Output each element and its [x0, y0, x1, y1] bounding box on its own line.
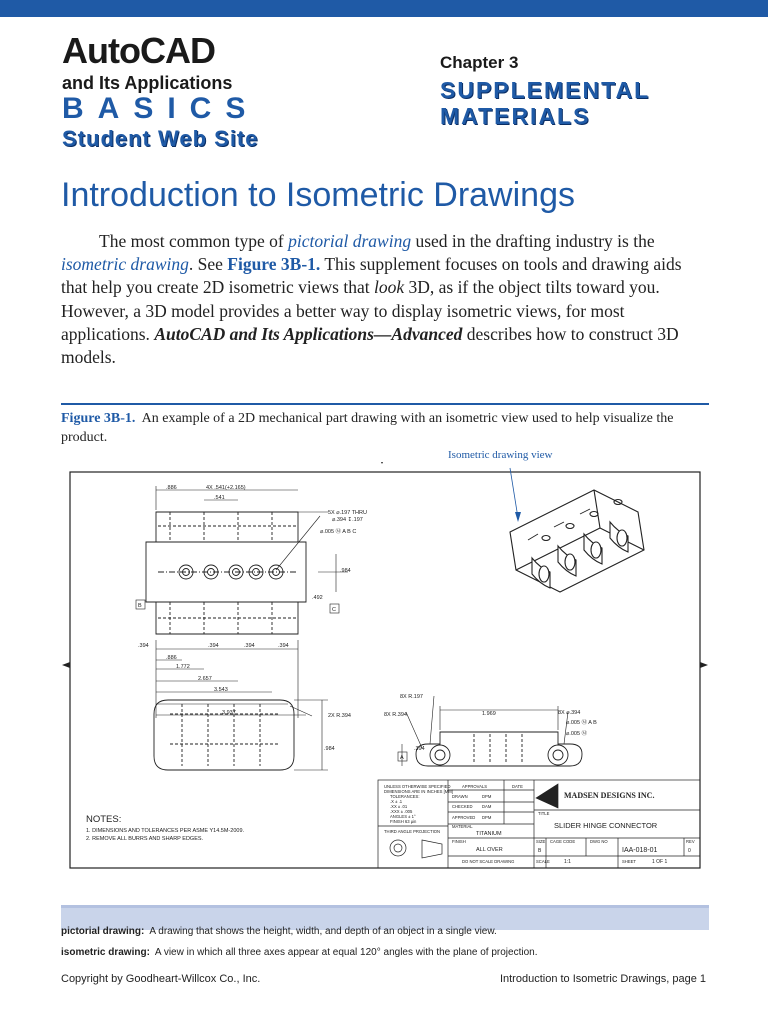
tb-text: DO NOT SCALE DRAWING: [462, 859, 515, 864]
tb-text: .XX ± .01: [390, 804, 408, 809]
footer-copyright: Copyright by Goodheart-Willcox Co., Inc.: [61, 973, 261, 985]
definition-term: isometric drawing:: [61, 947, 150, 958]
dim-label: .886: [166, 485, 177, 491]
tb-text: MATERIAL: [452, 824, 473, 829]
dim-label: 3.937: [222, 710, 236, 716]
dim-label: ⌀.005 Ⓜ: [566, 731, 588, 737]
dim-label: 4X .541(+2.165): [206, 485, 246, 491]
term-isometric-drawing: isometric drawing: [61, 254, 189, 275]
note-1: 1. DIMENSIONS AND TOLERANCES PER ASME Y14.5M-2009.: [86, 828, 245, 834]
dim-label: ⌀.005 Ⓜ A B: [566, 720, 597, 726]
intro-paragraph: [61, 230, 711, 369]
definition-text: A drawing that shows the height, width, and depth of an object in a single view.: [149, 926, 497, 937]
dim-label: .984: [340, 568, 351, 574]
right-view: [398, 696, 582, 766]
dim-label: ⌀.394 ↧.197: [332, 517, 363, 523]
dim-label: 8X ⌀.394: [558, 710, 581, 716]
tb-text: .X ± .1: [390, 799, 403, 804]
intro-text: The most common type of: [99, 231, 289, 251]
datum-label: C: [332, 607, 336, 613]
logo-title: AutoCAD: [62, 30, 215, 71]
isometric-callout-label: Isometric drawing view: [448, 449, 553, 461]
logo-student-web-site: Student Web Site: [62, 126, 259, 151]
datum-label: B: [138, 603, 142, 609]
tb-text: THIRD ANGLE PROJECTION: [384, 829, 441, 834]
intro-text: 3D, as if the object tilts toward you. However, a 3D model provides a better way to display isometric views, for most applications.: [61, 277, 660, 344]
dim-label: 5X ⌀.197 THRU: [328, 510, 367, 516]
tb-text: APPROVED: [452, 815, 476, 820]
tb-text: ANGLES ± 1°: [390, 814, 416, 819]
supplemental-materials: [440, 77, 650, 129]
tb-scale: 1:1: [564, 859, 571, 865]
center-mark: [700, 662, 708, 668]
chapter-label: Chapter 3: [440, 53, 519, 72]
tb-text: CAGE CODE: [550, 839, 576, 844]
definition-term: pictorial drawing:: [61, 926, 145, 937]
supplemental-line-1: SUPPLEMENTAL: [440, 77, 651, 103]
dim-label: .394: [414, 746, 425, 752]
tb-text: REV: [686, 839, 695, 844]
tb-text: FINISH: [452, 839, 466, 844]
tb-text: TOLERANCES:: [390, 794, 420, 799]
dim-label: .886: [166, 655, 177, 661]
figure-rule: [61, 403, 709, 405]
center-mark: [379, 462, 385, 874]
tb-text: SHEET: [622, 859, 636, 864]
dim-label: .541: [214, 495, 225, 501]
dim-label: 8X R.197: [400, 694, 423, 700]
callout-leader: [510, 468, 518, 518]
note-2: 2. REMOVE ALL BURRS AND SHARP EDGES.: [86, 836, 204, 842]
dim-label: 3.543: [214, 687, 228, 693]
figure-reference: Figure 3B-1.: [227, 254, 321, 275]
definition-isometric: [61, 947, 711, 958]
definition-pictorial: [61, 926, 711, 937]
dim-label: ⌀.005 Ⓜ A B C: [320, 529, 357, 535]
supplemental-line-2: MATERIALS: [440, 103, 591, 129]
dim-label: .492: [312, 595, 323, 601]
dim-label: .984: [324, 746, 335, 752]
dim-label: 1.772: [176, 664, 190, 670]
definition-text: A view in which all three axes appear at equal 120° angles with the plane of projection.: [154, 947, 538, 958]
callout-arrowhead: [515, 512, 521, 522]
dim-label: 8X R.394: [384, 712, 407, 718]
intro-text: This supplement focuses on tools and drawing aids that help you create 2D isometric views that: [61, 254, 682, 298]
side-view: [154, 700, 328, 770]
term-pictorial-drawing: pictorial drawing: [288, 231, 412, 251]
dim-label: .394: [244, 643, 255, 649]
figure-caption: [61, 409, 709, 447]
dim-label: .394: [138, 643, 149, 649]
front-view: [136, 486, 348, 718]
top-bar: [0, 0, 768, 17]
tb-part-title: SLIDER HINGE CONNECTOR: [554, 821, 658, 830]
tb-text: DAM: [482, 804, 492, 809]
tb-material: TITANIUM: [476, 831, 502, 837]
tb-text: TITLE: [538, 811, 550, 816]
tb-text: FINISH 63 μin: [390, 819, 417, 824]
intro-text: . See: [188, 254, 228, 275]
intro-text: used in the drafting industry is the: [411, 231, 655, 251]
intro-text: describes how to construct 3D models.: [61, 323, 679, 368]
dim-label: 2X R.394: [328, 713, 351, 719]
page-title: Introduction to Isometric Drawings: [61, 176, 575, 214]
dim-label: 2.657: [198, 676, 212, 682]
tb-text: DPM: [482, 815, 492, 820]
book-title: AutoCAD and Its Applications—Advanced: [154, 323, 463, 344]
center-mark: [62, 662, 70, 668]
dim-label: .394: [208, 643, 219, 649]
tb-text: SCALE: [536, 859, 550, 864]
tb-text: .XXX ± .005: [390, 809, 413, 814]
tb-text: DIMENSIONS ARE IN INCHES [MM]: [384, 789, 453, 794]
logo-subtitle: and Its Applications: [62, 73, 233, 93]
tb-finish: ALL OVER: [476, 847, 503, 853]
emphasis-look: look: [373, 277, 405, 298]
tb-rev: 0: [688, 848, 691, 854]
isometric-view: [510, 490, 644, 592]
tb-text: DWG NO: [590, 839, 608, 844]
tb-text: DRAWN: [452, 794, 468, 799]
tb-text: APPROVALS: [462, 784, 488, 789]
tb-company: MADSEN DESIGNS INC.: [564, 791, 655, 800]
tb-sheet: 1 OF 1: [652, 859, 668, 865]
datum-label: A: [400, 755, 404, 761]
tb-dwg-no: IAA-018-01: [622, 847, 658, 854]
tb-text: CHECKED: [452, 804, 473, 809]
footer-page: Introduction to Isometric Drawings, page 1: [499, 973, 706, 985]
tb-text: UNLESS OTHERWISE SPECIFIED: [384, 784, 451, 789]
notes-title: NOTES:: [86, 814, 122, 825]
figure-label: Figure 3B-1.: [61, 411, 136, 426]
dim-label: .394: [278, 643, 289, 649]
tb-text: DPM: [482, 794, 492, 799]
tb-size: B: [538, 848, 542, 854]
tb-text: DATE: [512, 784, 523, 789]
tb-text: SIZE: [536, 839, 546, 844]
dim-label: 1.969: [482, 711, 496, 717]
logo-basics: BASICS: [62, 92, 260, 125]
technical-drawing: [58, 462, 712, 874]
figure-caption-text: An example of a 2D mechanical part drawing with an isometric view used to help visualize the product.: [61, 411, 674, 445]
